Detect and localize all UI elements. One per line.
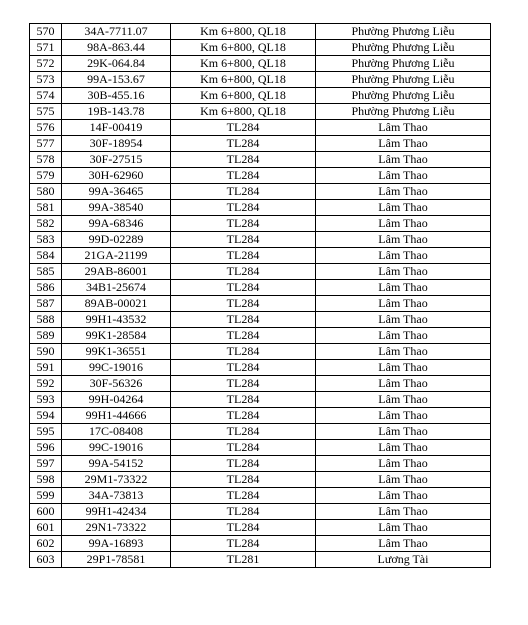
location-cell: TL284	[171, 360, 316, 376]
license-plate-cell: 99C-19016	[62, 440, 171, 456]
license-plate-cell: 99H1-43532	[62, 312, 171, 328]
table-row	[30, 168, 491, 184]
row-number-cell: 589	[30, 328, 62, 344]
row-number-cell: 575	[30, 104, 62, 120]
area-cell: Lâm Thao	[316, 456, 491, 472]
row-number-cell: 601	[30, 520, 62, 536]
table-row	[30, 312, 491, 328]
row-number-cell: 578	[30, 152, 62, 168]
location-cell: TL284	[171, 504, 316, 520]
area-cell: Lâm Thao	[316, 504, 491, 520]
row-number-cell: 581	[30, 200, 62, 216]
location-cell: TL284	[171, 280, 316, 296]
license-plate-cell: 99K1-36551	[62, 344, 171, 360]
row-number-cell: 584	[30, 248, 62, 264]
license-plate-cell: 29AB-86001	[62, 264, 171, 280]
row-number-cell: 574	[30, 88, 62, 104]
area-cell: Phường Phương Liễu	[316, 88, 491, 104]
area-cell: Lâm Thao	[316, 312, 491, 328]
table-row	[30, 424, 491, 440]
license-plate-cell: 29N1-73322	[62, 520, 171, 536]
area-cell: Lâm Thao	[316, 376, 491, 392]
row-number-cell: 586	[30, 280, 62, 296]
license-plate-cell: 14F-00419	[62, 120, 171, 136]
location-cell: TL284	[171, 488, 316, 504]
table-row	[30, 104, 491, 120]
area-cell: Lâm Thao	[316, 328, 491, 344]
license-plate-cell: 99A-38540	[62, 200, 171, 216]
table-row	[30, 40, 491, 56]
row-number-cell: 594	[30, 408, 62, 424]
table-row	[30, 232, 491, 248]
location-cell: TL284	[171, 184, 316, 200]
table-row	[30, 328, 491, 344]
location-cell: TL284	[171, 328, 316, 344]
area-cell: Phường Phương Liễu	[316, 24, 491, 40]
area-cell: Lâm Thao	[316, 120, 491, 136]
location-cell: TL284	[171, 440, 316, 456]
table-row	[30, 552, 491, 568]
table-row	[30, 120, 491, 136]
license-plate-cell: 29P1-78581	[62, 552, 171, 568]
location-cell: TL284	[171, 536, 316, 552]
license-plate-cell: 19B-143.78	[62, 104, 171, 120]
license-plate-cell: 99A-153.67	[62, 72, 171, 88]
row-number-cell: 573	[30, 72, 62, 88]
table-row	[30, 408, 491, 424]
row-number-cell: 570	[30, 24, 62, 40]
license-plate-cell: 34B1-25674	[62, 280, 171, 296]
row-number-cell: 590	[30, 344, 62, 360]
location-cell: TL284	[171, 424, 316, 440]
area-cell: Lâm Thao	[316, 200, 491, 216]
area-cell: Phường Phương Liễu	[316, 72, 491, 88]
area-cell: Lâm Thao	[316, 168, 491, 184]
location-cell: Km 6+800, QL18	[171, 88, 316, 104]
area-cell: Lương Tài	[316, 552, 491, 568]
license-plate-cell: 99H-04264	[62, 392, 171, 408]
location-cell: TL284	[171, 456, 316, 472]
location-cell: TL284	[171, 408, 316, 424]
table-row	[30, 392, 491, 408]
area-cell: Lâm Thao	[316, 392, 491, 408]
area-cell: Lâm Thao	[316, 440, 491, 456]
area-cell: Lâm Thao	[316, 424, 491, 440]
location-cell: Km 6+800, QL18	[171, 72, 316, 88]
table-row	[30, 520, 491, 536]
row-number-cell: 576	[30, 120, 62, 136]
row-number-cell: 587	[30, 296, 62, 312]
license-plate-cell: 30F-18954	[62, 136, 171, 152]
row-number-cell: 595	[30, 424, 62, 440]
license-plate-cell: 34A-7711.07	[62, 24, 171, 40]
table-row	[30, 504, 491, 520]
license-plate-cell: 21GA-21199	[62, 248, 171, 264]
location-cell: TL284	[171, 344, 316, 360]
row-number-cell: 598	[30, 472, 62, 488]
license-plate-cell: 30B-455.16	[62, 88, 171, 104]
location-cell: TL284	[171, 264, 316, 280]
table-body	[30, 24, 491, 568]
location-cell: Km 6+800, QL18	[171, 40, 316, 56]
area-cell: Lâm Thao	[316, 232, 491, 248]
row-number-cell: 571	[30, 40, 62, 56]
area-cell: Lâm Thao	[316, 296, 491, 312]
table-row	[30, 536, 491, 552]
row-number-cell: 600	[30, 504, 62, 520]
row-number-cell: 577	[30, 136, 62, 152]
table-row	[30, 264, 491, 280]
row-number-cell: 599	[30, 488, 62, 504]
row-number-cell: 582	[30, 216, 62, 232]
table-row	[30, 296, 491, 312]
area-cell: Lâm Thao	[316, 520, 491, 536]
area-cell: Lâm Thao	[316, 184, 491, 200]
table-row	[30, 136, 491, 152]
license-plate-cell: 29M1-73322	[62, 472, 171, 488]
area-cell: Lâm Thao	[316, 136, 491, 152]
location-cell: TL284	[171, 216, 316, 232]
table-row	[30, 184, 491, 200]
location-cell: TL284	[171, 168, 316, 184]
table-row	[30, 24, 491, 40]
table-row	[30, 200, 491, 216]
location-cell: TL284	[171, 248, 316, 264]
row-number-cell: 585	[30, 264, 62, 280]
license-plate-cell: 30F-27515	[62, 152, 171, 168]
row-number-cell: 592	[30, 376, 62, 392]
area-cell: Lâm Thao	[316, 264, 491, 280]
table-row	[30, 360, 491, 376]
location-cell: TL284	[171, 520, 316, 536]
location-cell: TL284	[171, 472, 316, 488]
license-plate-cell: 99H1-42434	[62, 504, 171, 520]
area-cell: Lâm Thao	[316, 248, 491, 264]
row-number-cell: 596	[30, 440, 62, 456]
location-cell: TL284	[171, 376, 316, 392]
area-cell: Lâm Thao	[316, 488, 491, 504]
row-number-cell: 603	[30, 552, 62, 568]
area-cell: Lâm Thao	[316, 216, 491, 232]
table-row	[30, 216, 491, 232]
area-cell: Lâm Thao	[316, 152, 491, 168]
location-cell: Km 6+800, QL18	[171, 56, 316, 72]
license-plate-cell: 99A-54152	[62, 456, 171, 472]
license-plate-cell: 17C-08408	[62, 424, 171, 440]
row-number-cell: 602	[30, 536, 62, 552]
violations-table	[29, 23, 491, 568]
location-cell: TL284	[171, 152, 316, 168]
license-plate-cell: 89AB-00021	[62, 296, 171, 312]
location-cell: TL284	[171, 296, 316, 312]
license-plate-cell: 99K1-28584	[62, 328, 171, 344]
license-plate-cell: 98A-863.44	[62, 40, 171, 56]
location-cell: TL281	[171, 552, 316, 568]
row-number-cell: 591	[30, 360, 62, 376]
area-cell: Lâm Thao	[316, 536, 491, 552]
area-cell: Lâm Thao	[316, 280, 491, 296]
location-cell: TL284	[171, 200, 316, 216]
location-cell: TL284	[171, 312, 316, 328]
table-row	[30, 280, 491, 296]
row-number-cell: 593	[30, 392, 62, 408]
area-cell: Lâm Thao	[316, 360, 491, 376]
location-cell: TL284	[171, 136, 316, 152]
area-cell: Phường Phương Liễu	[316, 104, 491, 120]
license-plate-cell: 30F-56326	[62, 376, 171, 392]
table-row	[30, 88, 491, 104]
area-cell: Lâm Thao	[316, 344, 491, 360]
row-number-cell: 583	[30, 232, 62, 248]
table-row	[30, 376, 491, 392]
license-plate-cell: 99A-16893	[62, 536, 171, 552]
table-row	[30, 440, 491, 456]
table-row	[30, 248, 491, 264]
license-plate-cell: 99A-68346	[62, 216, 171, 232]
row-number-cell: 579	[30, 168, 62, 184]
row-number-cell: 580	[30, 184, 62, 200]
license-plate-cell: 34A-73813	[62, 488, 171, 504]
table-row	[30, 72, 491, 88]
license-plate-cell: 99C-19016	[62, 360, 171, 376]
row-number-cell: 597	[30, 456, 62, 472]
row-number-cell: 572	[30, 56, 62, 72]
table-row	[30, 456, 491, 472]
location-cell: Km 6+800, QL18	[171, 104, 316, 120]
table-row	[30, 488, 491, 504]
table-row	[30, 472, 491, 488]
location-cell: TL284	[171, 120, 316, 136]
area-cell: Phường Phương Liễu	[316, 40, 491, 56]
license-plate-cell: 99A-36465	[62, 184, 171, 200]
row-number-cell: 588	[30, 312, 62, 328]
license-plate-cell: 99D-02289	[62, 232, 171, 248]
table-row	[30, 56, 491, 72]
location-cell: TL284	[171, 392, 316, 408]
location-cell: Km 6+800, QL18	[171, 24, 316, 40]
license-plate-cell: 29K-064.84	[62, 56, 171, 72]
area-cell: Phường Phương Liễu	[316, 56, 491, 72]
license-plate-cell: 30H-62960	[62, 168, 171, 184]
location-cell: TL284	[171, 232, 316, 248]
table-row	[30, 344, 491, 360]
license-plate-cell: 99H1-44666	[62, 408, 171, 424]
table-row	[30, 152, 491, 168]
area-cell: Lâm Thao	[316, 472, 491, 488]
area-cell: Lâm Thao	[316, 408, 491, 424]
